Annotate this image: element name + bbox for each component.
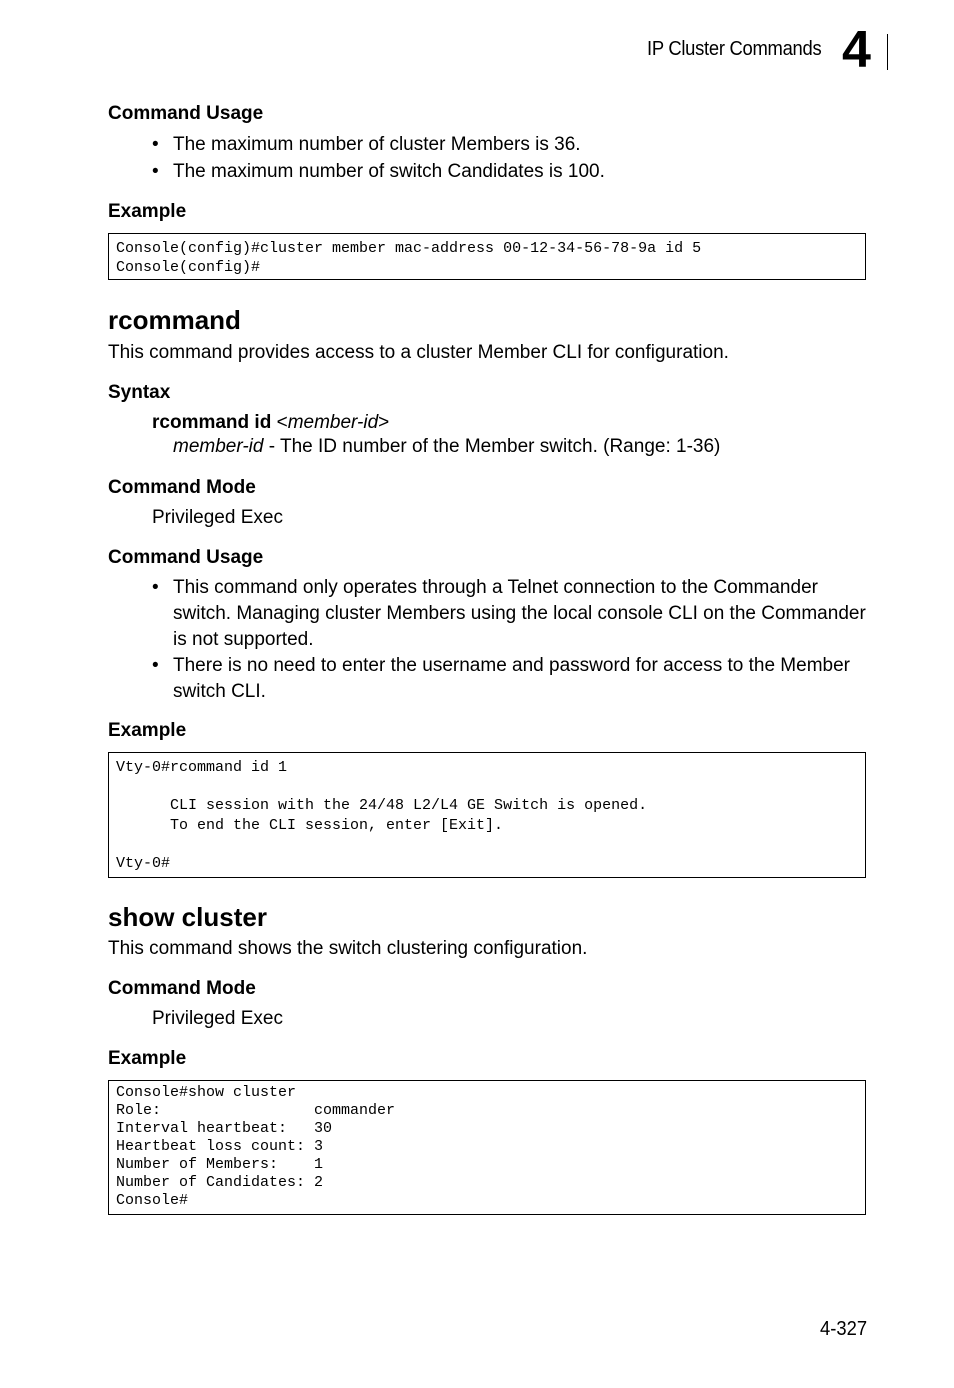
example-heading: Example xyxy=(108,720,187,741)
code-example: Vty-0#rcommand id 1 CLI session with the 24/48 L2/L4 GE Switch is opened. To end the CLI session, enter [Exit]. Vty-0# xyxy=(108,752,866,878)
running-header: IP Cluster Commands xyxy=(647,38,822,60)
page-number: 4-327 xyxy=(820,1318,868,1340)
syntax-line: rcommand id <member-id> xyxy=(152,412,390,433)
command-mode: Privileged Exec xyxy=(152,507,283,528)
syntax-heading: Syntax xyxy=(108,382,171,403)
command-usage-heading: Command Usage xyxy=(108,103,264,124)
bullet-icon: • xyxy=(152,655,159,676)
command-description: This command shows the switch clustering configuration. xyxy=(108,938,588,959)
command-title: rcommand xyxy=(108,305,241,335)
bullet-icon: • xyxy=(152,134,159,155)
bullet-icon: • xyxy=(152,577,159,598)
example-heading: Example xyxy=(108,1048,187,1069)
command-title: show cluster xyxy=(108,902,267,932)
command-mode-heading: Command Mode xyxy=(108,978,256,999)
chapter-number: 4 xyxy=(842,21,871,79)
example-heading: Example xyxy=(108,201,187,222)
code-example: Console(config)#cluster member mac-address 00-12-34-56-78-9a id 5 Console(config)# xyxy=(108,233,866,280)
command-usage-heading: Command Usage xyxy=(108,547,264,568)
command-description: This command provides access to a cluster Member CLI for configuration. xyxy=(108,342,729,363)
parameter-description: member-id - The ID number of the Member switch. (Range: 1-36) xyxy=(173,436,721,457)
bullet-icon: • xyxy=(152,161,159,182)
code-example: Console#show cluster Role: commander Interval heartbeat: 30 Heartbeat loss count: 3 Number of Members: 1 Number of Candidates: 2 Console# xyxy=(108,1080,866,1215)
command-mode: Privileged Exec xyxy=(152,1008,283,1029)
command-mode-heading: Command Mode xyxy=(108,477,256,498)
